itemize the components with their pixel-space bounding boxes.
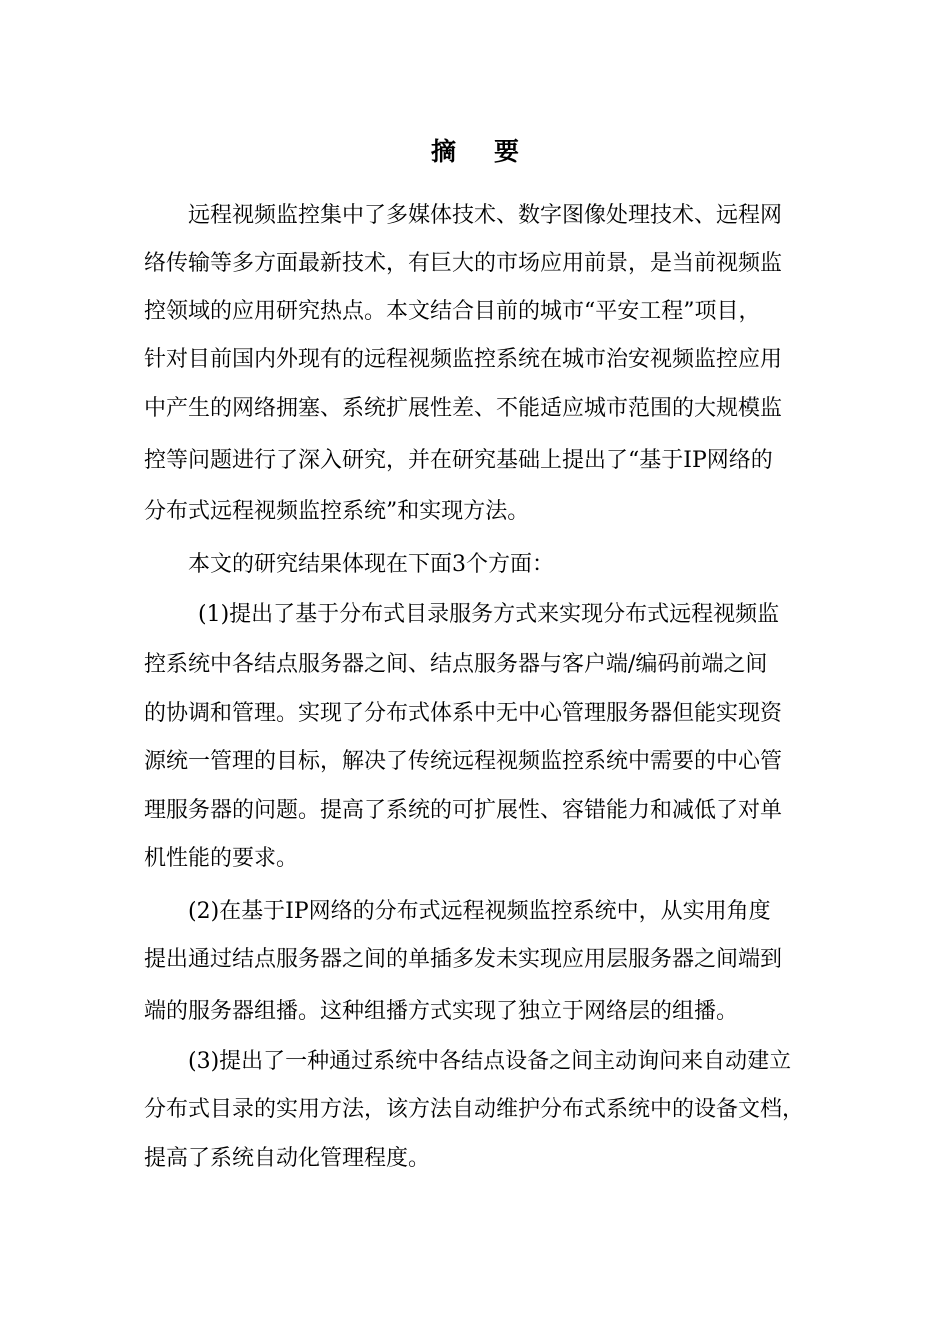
paragraph-line: 端的服务器组播。这种组播方式实现了独立于网络层的组播。 [144, 999, 739, 1024]
paragraph-line: 控系统中各结点服务器之间、结点服务器与客户端/编码前端之间 [144, 652, 768, 677]
paragraph-line: (1)提出了基于分布式目录服务方式来实现分布式远程视频监 [198, 602, 780, 627]
paragraph-line: 的协调和管理。实现了分布式体系中无中心管理服务器但能实现资 [144, 701, 783, 726]
paragraph-line: 提高了系统自动化管理程度。 [144, 1146, 431, 1171]
paragraph-line: 本文的研究结果体现在下面3个方面： [188, 552, 554, 577]
paragraph-line: 控等问题进行了深入研究，并在研究基础上提出了“基于IP网络的 [144, 448, 773, 473]
abstract-title: 摘要 [430, 137, 557, 166]
paragraph-line: 分布式远程视频监控系统”和实现方法。 [144, 499, 530, 524]
paragraph-line: 络传输等多方面最新技术，有巨大的市场应用前景，是当前视频监 [144, 251, 783, 276]
paragraph-line: 控领域的应用研究热点。本文结合目前的城市“平安工程”项目， [144, 299, 761, 324]
paragraph-line: 远程视频监控集中了多媒体技术、数字图像处理技术、远程网 [188, 203, 783, 228]
paragraph-line: 机性能的要求。 [144, 846, 299, 871]
paragraph-line: (2)在基于IP网络的分布式远程视频监控系统中，从实用角度 [188, 899, 771, 924]
paragraph-line: 分布式目录的实用方法，该方法自动维护分布式系统中的设备文档， [144, 1097, 805, 1122]
paragraph-line: 中产生的网络拥塞、系统扩展性差、不能适应城市范围的大规模监 [144, 396, 783, 421]
paragraph-line: (3)提出了一种通过系统中各结点设备之间主动询问来自动建立 [188, 1049, 792, 1074]
paragraph-line: 针对目前国内外现有的远程视频监控系统在城市治安视频监控应用 [144, 347, 783, 372]
paragraph-line: 理服务器的问题。提高了系统的可扩展性、容错能力和减低了对单 [144, 798, 783, 823]
paragraph-line: 源统一管理的目标，解决了传统远程视频监控系统中需要的中心管 [144, 749, 783, 774]
paragraph-line: 提出通过结点服务器之间的单插多发未实现应用层服务器之间端到 [144, 947, 783, 972]
